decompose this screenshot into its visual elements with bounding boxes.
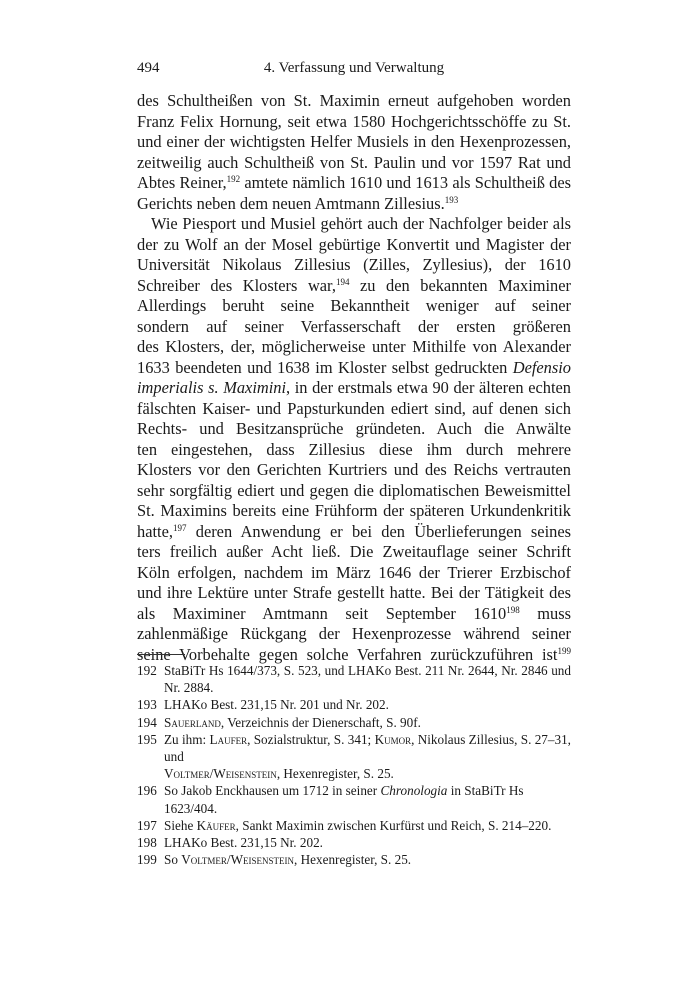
- footnote-ref: 198: [506, 604, 520, 615]
- text-line: sondern auf seiner Verfasserschaft der ersten größeren: [137, 316, 571, 336]
- text-line: Franz Felix Hornung, seit etwa 1580 Hochgerichtsschöffe zu St.: [137, 111, 571, 131]
- text-line: Gerichts neben dem neuen Amtmann Zillesius.$^{193}$: [137, 193, 459, 213]
- footnote-194: 194 Sauerland, Verzeichnis der Dienerschaft, S. 90f.: [137, 714, 421, 730]
- text-line: hatte,$^{197}$ deren Anwendung er bei den Überlieferungen seines: [137, 521, 571, 541]
- footnote-193: 193 LHAKo Best. 231,15 Nr. 201 und Nr. 202.: [137, 697, 389, 713]
- footnote-ref: 193: [444, 194, 459, 205]
- text-line: Universität Nikolaus Zillesius (Zilles, Zyllesius), der 1610: [137, 255, 571, 274]
- main-text: [137, 91, 571, 665]
- page-header: [137, 60, 571, 82]
- text-line: als Maximiner Amtmann seit September 1610$^{198}$ muss: [137, 603, 571, 623]
- footnote-ref: 197: [172, 522, 187, 533]
- text-line: des Klosters, der, möglicherweise unter Mithilfe von Alexander: [137, 337, 571, 356]
- text-line: Köln erfolgen, nachdem im März 1646 der Trierer Erzbischof: [137, 562, 571, 582]
- text-line: der zu Wolf an der Mosel gebürtige Konvertit und Magister der: [137, 234, 571, 254]
- text-line: 1633 beendeten und 1638 im Kloster selbst gedruckten Defensio: [137, 357, 571, 377]
- footnote-ref: 192: [226, 174, 241, 184]
- page-number: 494: [137, 60, 160, 76]
- text-line: imperialis s. Maximini, in der erstmals etwa 90 der älteren echten: [137, 378, 571, 397]
- text-line: und ihre Lektüre unter Strafe gestellt hatte. Bei der Tätigkeit des: [137, 583, 571, 602]
- text-line: Allerdings beruht seine Bekanntheit weniger auf seiner: [137, 296, 571, 315]
- footnote-ref: 199: [557, 645, 571, 656]
- footnote-192: 192 StaBiTr Hs 1644/373, S. 523, und LHAKo Best. 211 Nr. 2644, Nr. 2846 und Nr. 2884.: [137, 663, 571, 696]
- text-line: zahlenmäßige Rückgang der Hexenprozesse während seiner: [137, 624, 571, 643]
- footnote-198: 198 LHAKo Best. 231,15 Nr. 202.: [137, 835, 323, 851]
- text-line: St. Maximins bereits eine Frühform der späteren Urkundenkritik: [137, 501, 571, 520]
- text-line: ten eingestehen, dass Zillesius diese ihm durch mehrere: [137, 439, 571, 459]
- text-line: Wie Piesport und Musiel gehört auch der Nachfolger beider als: [151, 214, 571, 233]
- footnote-ref: 194: [335, 276, 350, 287]
- text-line: fälschten Kaiser- und Papsturkunden ediert sind, auf denen sich: [137, 398, 571, 418]
- text-line: ters freilich außer Acht ließ. Die Zweitauflage seiner Schrift: [137, 542, 571, 561]
- text-line: des Schultheißen von St. Maximin erneut aufgehoben worden: [137, 91, 571, 110]
- footnote-197: 197 Siehe Käufer, Sankt Maximin zwischen Kurfürst und Reich, S. 214–220.: [137, 817, 552, 833]
- running-title: 4. Verfassung und Verwaltung: [263, 60, 445, 76]
- footnote-divider: [137, 654, 185, 655]
- footnote-199: 199 So Voltmer/Weisenstein, Hexenregister, S. 25.: [137, 852, 412, 868]
- text-line: Schreiber des Klosters war,$^{194}$ zu den bekannten Maximiner: [137, 275, 571, 295]
- footnotes: [137, 662, 571, 868]
- text-line: Abtes Reiner,$^{192}$ amtete nämlich 1610 und 1613 als Schultheiß des: [137, 173, 571, 192]
- footnote-195: 195 Zu ihm: Laufer, Sozialstruktur, S. 341; Kumor, Nikolaus Zillesius, S. 27–31, und Voltmer/Weisenstein, Hexenregister, S. 25.: [137, 731, 571, 782]
- text-line: zeitweilig auch Schultheiß von St. Paulin und vor 1597 Rat und: [137, 152, 571, 172]
- text-line: Rechts- und Besitzansprüche gründeten. Auch die Anwälte: [137, 419, 571, 438]
- text-line: Klosters vor den Gerichten Kurtriers und des Reichs vertrauten: [137, 460, 571, 479]
- text-line: sehr sorgfältig ediert und gegen die diplomatischen Beweismittel: [137, 480, 571, 500]
- text-line: seine Vorbehalte gegen solche Verfahren zurückzuführen ist$^{199}$: [137, 644, 571, 664]
- text-line: und einer der wichtigsten Helfer Musiels in den Hexenprozessen,: [137, 132, 571, 151]
- footnote-196: 196 So Jakob Enckhausen um 1712 in seiner Chronologia in StaBiTr Hs 1623/404.: [137, 783, 524, 816]
